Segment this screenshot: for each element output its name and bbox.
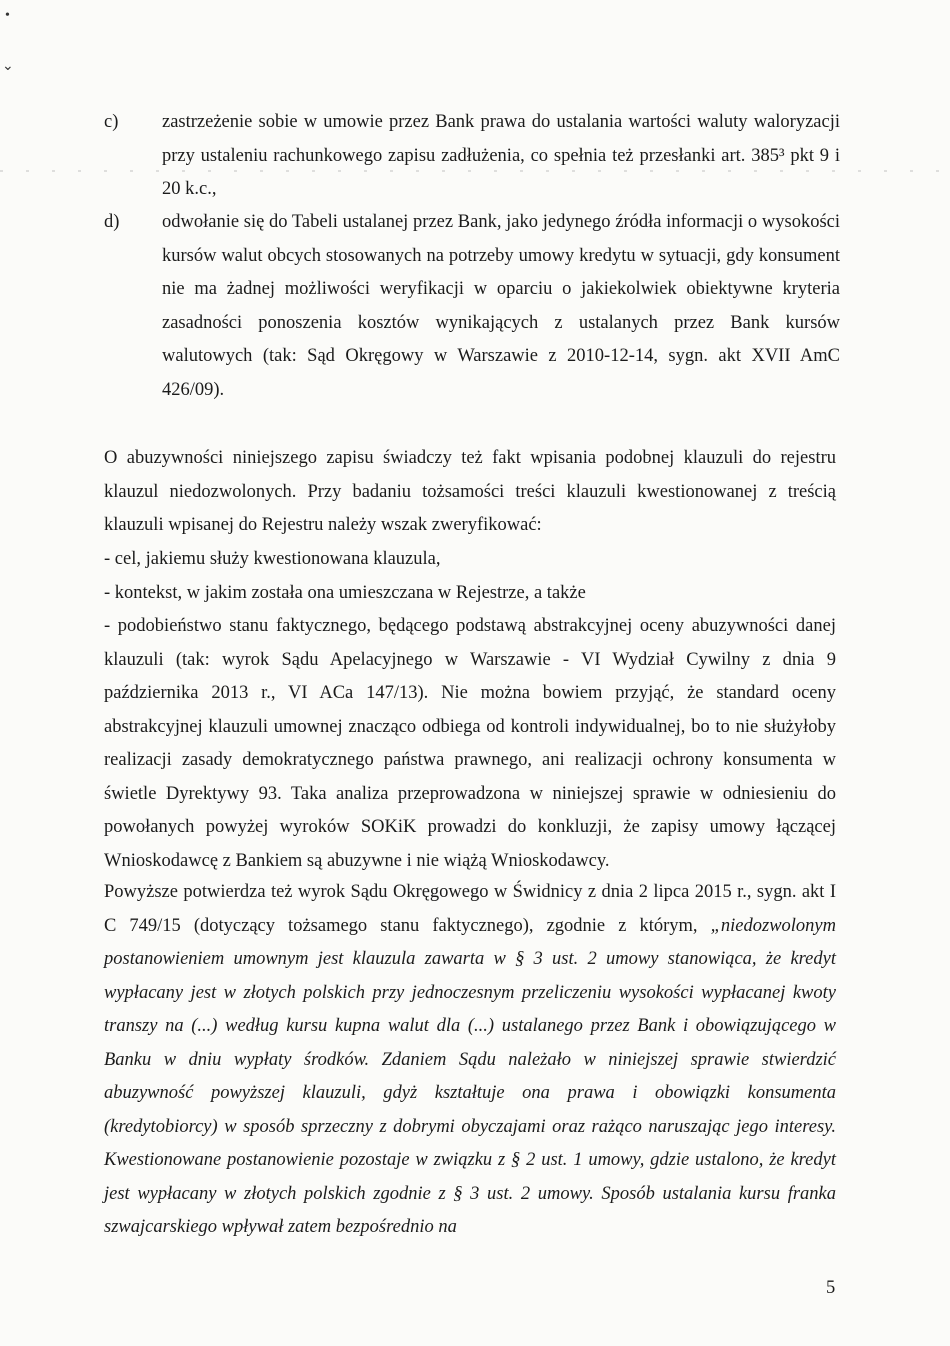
dash-item: - kontekst, w jakim została ona umieszczana w Rejestrze, a także: [104, 582, 586, 603]
list-marker: d): [104, 212, 120, 232]
list-marker: c): [104, 112, 119, 132]
list-item-d: [104, 206, 840, 407]
court-quote: „niedozwolonym postanowieniem umownym jest klauzula zawarta w § 3 ust. 2 umowy stanowiąca, że kredyt wypłacany jest w złotych polskich przy jednoczesnym przeliczeniu wysokości wypłacanej kwoty transzy na (...) według kursu kupna walut dla (...) ustalanego przez Bank i obowiązującego w Banku w dniu wypłaty środków. Zdaniem Sądu należało w niniejszej sprawie stwierdzić abuzywność powyższej klauzuli, gdyż kształtuje ona prawa i obowiązki konsumenta (kredytobiorcy) w sposób sprzeczny z dobrymi obyczajami oraz rażąco naruszając jego interesy. Kwestionowane postanowienie pozostaje w związku z § 2 ust. 1 umowy, gdzie ustalono, że kredyt jest wypłacany w złotych polskich zgodnie z § 3 ust. 2 umowy. Sposób ustalania kursu franka szwajcarskiego wpływał zatem bezpośrednio na: [104, 915, 836, 1237]
dash-list: [104, 543, 836, 878]
paragraph-intro: Powyższe potwierdza też wyrok Sądu Okręgowego w Świdnicy z dnia 2 lipca 2015 r., sygn. akt I C 749/15 (dotyczący tożsamego stanu faktycznego), zgodnie z którym,: [104, 882, 836, 936]
paragraph-swidnica: [104, 876, 836, 1245]
scan-speck: •: [5, 8, 10, 23]
dash-item: - cel, jakiemu służy kwestionowana klauzula,: [104, 549, 441, 569]
list-item-text: odwołanie się do Tabeli ustalanej przez Bank, jako jedynego źródła informacji o wysokości kursów walut obcych stosowanych na potrzeby umowy kredytu w sytuacji, gdy konsument nie ma żadnej możliwości weryfikacji w oparciu o jakiekolwiek obiektywne kryteria zasadności ponoszenia kosztów wynikających z ustalanych przez Bank kursów walutowych (tak: Sąd Okręgowy w Warszawie z 2010-12-14, sygn. akt XVII AmC 426/09).: [162, 212, 840, 400]
scan-mark: ⌄: [2, 59, 14, 74]
list-item-text: zastrzeżenie sobie w umowie przez Bank prawa do ustalania wartości waluty waloryzacji przy ustaleniu rachunkowego zapisu zadłużenia, co spełnia też przesłanki art. 385³ pkt 9 i 20 k.c.,: [162, 112, 840, 199]
paragraph-abuzywnosc: [104, 442, 836, 543]
paragraph-text: O abuzywności niniejszego zapisu świadczy też fakt wpisania podobnej klauzuli do rejestru klauzul niedozwolonych. Przy badaniu tożsamości treści klauzuli kwestionowanej z treścią klauzuli wpisanej do Rejestru należy wszak zweryfikować:: [104, 448, 836, 535]
page-number: 5: [826, 1278, 836, 1298]
list-item-c: [104, 106, 840, 207]
dash-item: - podobieństwo stanu faktycznego, będącego podstawą abstrakcyjnej oceny abuzywności danej klauzuli (tak: wyrok Sądu Apelacyjnego w Warszawie - VI Wydział Cywilny z dnia 9 października 2013 r., VI ACa 147/13). Nie można bowiem przyjąć, że standard oceny abstrakcyjnej klauzuli umownej znacząco odbiega od kontroli indywidualnej, bo to nie służyłoby realizacji zasady demokratycznego państwa prawnego, ani realizacji ochrony konsumenta w świetle Dyrektywy 93. Taka analiza przeprowadzona w niniejszej sprawie w odniesieniu do powołanych powyżej wyroków SOKiK prowadzi do konkluzji, że zapisy umowy łączącej Wnioskodawcę z Bankiem są abuzywne i nie wiążą Wnioskodawcy.: [104, 616, 836, 871]
